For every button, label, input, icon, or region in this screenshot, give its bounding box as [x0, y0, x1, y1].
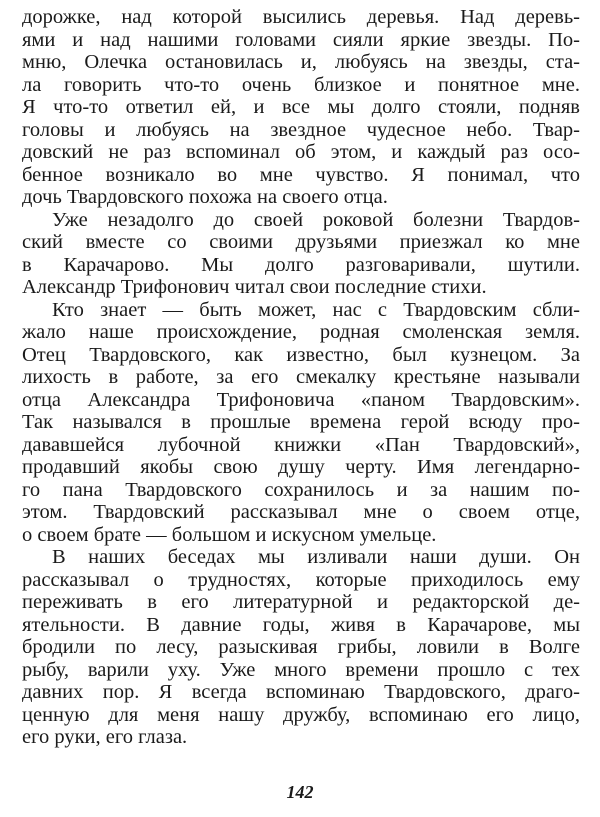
text-line: рассказывал о трудностях, которые приходилось ему	[22, 568, 580, 591]
page-number: 142	[286, 782, 314, 802]
text-line: отца Александра Трифоновича «паном Твардовским».	[22, 388, 580, 411]
text-line: дочь Твардовского похожа на своего отца.	[22, 186, 388, 208]
text-line: ский вместе со своими друзьями приезжал ко мне	[22, 231, 580, 253]
text-line: Отец Твардовского, как известно, был кузнецом. За	[22, 343, 580, 366]
text-line: ценную для меня нашу дружбу, вспоминаю его лицо,	[22, 703, 580, 726]
paragraph	[22, 209, 580, 299]
text-line: довский не раз вспоминал об этом, и каждый раз осо-	[22, 141, 580, 163]
text-line: о своем брате — большом и искусном умельце.	[22, 523, 437, 546]
paragraph	[22, 299, 580, 547]
text-line: Я что-то ответил ей, и все мы долго стояли, подняв	[22, 96, 580, 118]
text-line: жало наше происхождение, родная смоленская земля.	[22, 321, 580, 343]
text-line: головы и любуясь на звездное чудесное небо. Твар-	[22, 118, 580, 141]
text-line: дававшейся лубочной книжки «Пан Твардовский»,	[22, 433, 580, 456]
text-line: Александр Трифонович читал свои последние стихи.	[22, 276, 487, 298]
text-line: В наших беседах мы изливали наши души. Он	[52, 546, 580, 568]
text-line: мню, Олечка остановилась и, любуясь на звезды, ста-	[22, 51, 580, 73]
text-line: продавший якобы свою душу черту. Имя легендарно-	[22, 456, 580, 478]
text-line: переживать в его литературной и редакторской де-	[22, 591, 580, 613]
text-line: этом. Твардовский рассказывал мне о своем отце,	[22, 501, 580, 523]
text-line: бродили по лесу, разыскивая грибы, ловили в Волге	[22, 636, 580, 658]
text-line: Уже незадолго до своей роковой болезни Твардов-	[52, 208, 580, 231]
text-line: в Карачарово. Мы долго разговаривали, шутили.	[22, 253, 580, 276]
text-line: ятельности. В давние годы, живя в Карачарове, мы	[22, 613, 580, 636]
text-line: ла говорить что-то очень близкое и понятное мне.	[22, 73, 580, 96]
paragraph	[22, 6, 580, 209]
text-line: его руки, его глаза.	[22, 726, 188, 748]
text-line: дорожке, над которой высились деревья. Над деревь-	[22, 6, 580, 28]
text-line: го пана Твардовского сохранилось и за нашим по-	[22, 478, 580, 501]
book-page-text	[22, 6, 580, 749]
text-line: Кто знает — быть может, нас с Твардовским сбли-	[52, 298, 580, 321]
text-line: давних пор. Я всегда вспоминаю Твардовского, драго-	[22, 681, 580, 703]
text-line: ями и над нашими головами сияли яркие звезды. По-	[22, 28, 580, 51]
text-line: бенное возникало во мне чувство. Я понимал, что	[22, 163, 580, 186]
text-line: лихость в работе, за его смекалку крестьяне называли	[22, 366, 580, 388]
text-line: Так назывался в прошлые времена герой всюду про-	[22, 411, 580, 433]
paragraph	[22, 546, 580, 749]
text-line: рыбу, варили уху. Уже много времени прошло с тех	[22, 658, 580, 681]
